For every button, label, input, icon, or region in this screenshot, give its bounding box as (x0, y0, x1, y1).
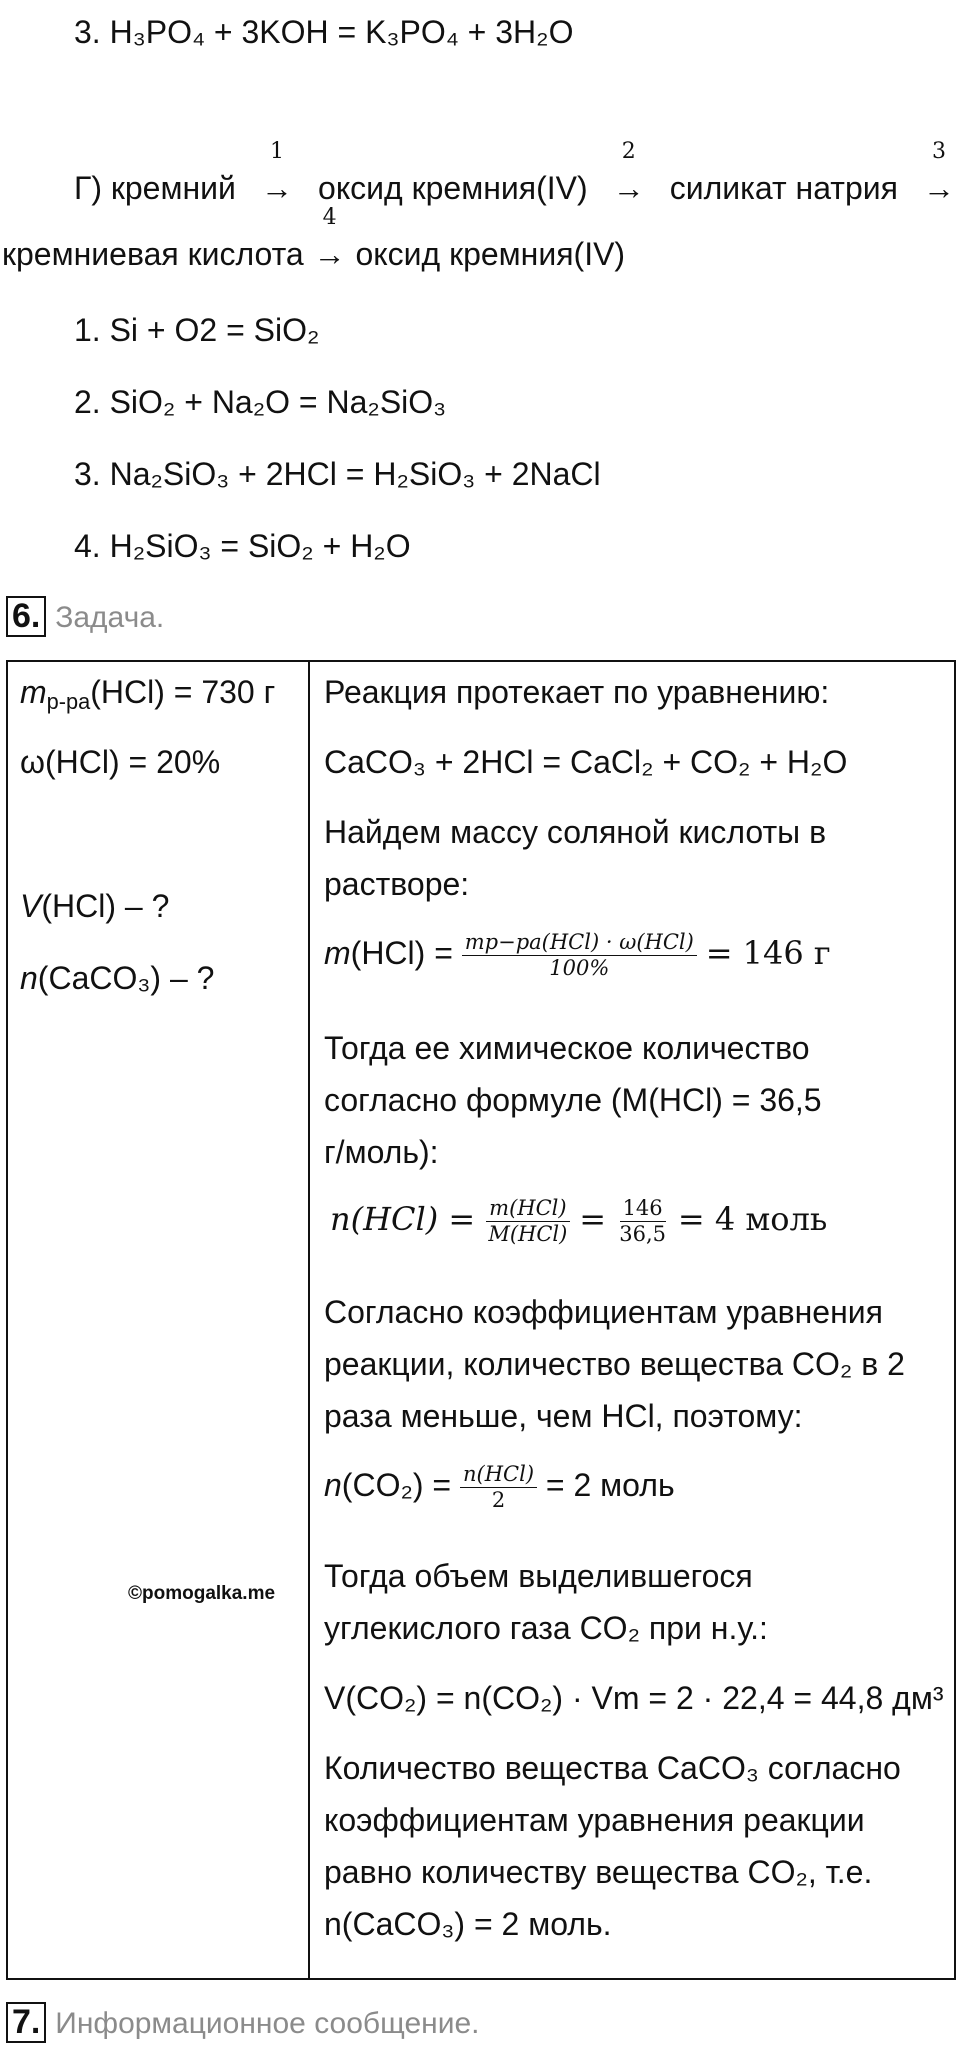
chain-line-2 (2, 205, 626, 274)
task-number: 7. (6, 2002, 46, 2043)
equation-line (74, 12, 573, 52)
amount-formula: n(HCl) = $\frac{\text{m(HCl)}}{\text{M(HCl)}}$ = $\frac{146}{36,5}$ = 4 моль (330, 1196, 828, 1247)
solution-text-3a: Тогда ее химическое количество (324, 1030, 810, 1066)
watermark: ©pomogalka.me (128, 1583, 276, 1604)
given-omega: ω(HCl) = 20% (20, 744, 221, 780)
chain-step-2: силикат натрия (669, 170, 898, 206)
arrow-2: 2 → (612, 139, 645, 206)
column-divider (308, 662, 310, 1978)
find-amount: n(CaCO₃) – ? (20, 960, 215, 996)
reaction-equation: CaCO₃ + 2HCl = CaCl₂ + CO₂ + H₂O (324, 744, 848, 780)
arrow-3: 3 → (923, 139, 955, 206)
task-title: Информационное сообщение. (55, 2007, 480, 2040)
co2-amount-formula: n(CO₂) = $\frac{\text{n(HCl)}}{2}$ = 2 моль (324, 1462, 675, 1513)
chain-step-1: оксид кремния(IV) (318, 170, 588, 206)
mass-formula: m(HCl) = $\frac{\text{mp−pa(HCl) · ω(HCl)}}{100\%}$ = 146 г (324, 930, 831, 981)
volume-formula: V(CO₂) = n(CO₂) · Vm = 2 · 22,4 = 44,8 дм³ (324, 1680, 944, 1716)
task-number: 6. (6, 596, 46, 637)
chain-start: Г) кремний (74, 170, 236, 206)
chain-eq-4: 4. H₂SiO₃ = SiO₂ + H₂O (74, 528, 411, 564)
solution-text-4a: Согласно коэффициентам уравнения (324, 1294, 883, 1330)
chain-eq-2: 2. SiO₂ + Na₂O = Na₂SiO₃ (74, 384, 447, 420)
solution-text-4b: реакции, количество вещества CO₂ в 2 (324, 1346, 905, 1382)
chain-eq-1: 1. Si + O2 = SiO₂ (74, 312, 320, 348)
solution-text-5b: углекислого газа CO₂ при н.у.: (324, 1610, 768, 1646)
task-6-header (6, 596, 164, 637)
chain-eq-3: 3. Na₂SiO₃ + 2HCl = H₂SiO₃ + 2NaCl (74, 456, 601, 492)
solution-intro: Реакция протекает по уравнению: (324, 674, 830, 710)
solution-text-3b: согласно формуле (M(HCl) = 36,5 (324, 1082, 822, 1118)
task-table (6, 660, 956, 1980)
mass-fraction: $\frac{\text{mp−pa(HCl) · ω(HCl)}}{100\%}$ (462, 930, 697, 981)
solution-text-5a: Тогда объем выделившегося (324, 1558, 753, 1594)
solution-text-4c: раза меньше, чем HCl, поэтому: (324, 1398, 803, 1434)
task-7-header (6, 2002, 479, 2043)
task-title: Задача. (55, 601, 165, 634)
arrow-4: 4 → (313, 205, 346, 272)
equation-text: 3. H₃PO₄ + 3KOH = K₃PO₄ + 3H₂O (74, 14, 574, 50)
chain-line-1 (0, 139, 960, 208)
solution-text-2b: растворе: (324, 866, 470, 902)
solution-text-6d: n(CaCO₃) = 2 моль. (324, 1906, 612, 1942)
find-volume: V(HCl) – ? (20, 888, 170, 924)
solution-text-6c: равно количеству вещества CO₂, т.е. (324, 1854, 873, 1890)
solution-text-6b: коэффициентам уравнения реакции (324, 1802, 865, 1838)
chain-step-4: оксид кремния(IV) (355, 236, 626, 272)
arrow-1: 1 → (260, 139, 293, 206)
chain-step-3: кремниевая кислота (2, 236, 304, 272)
solution-text-6a: Количество вещества CaCO₃ согласно (324, 1750, 901, 1786)
solution-text-2a: Найдем массу соляной кислоты в (324, 814, 827, 850)
solution-text-3c: г/моль): (324, 1134, 439, 1170)
given-mass: $m_{р-ра}(HCl) = 730$ г (20, 674, 276, 715)
